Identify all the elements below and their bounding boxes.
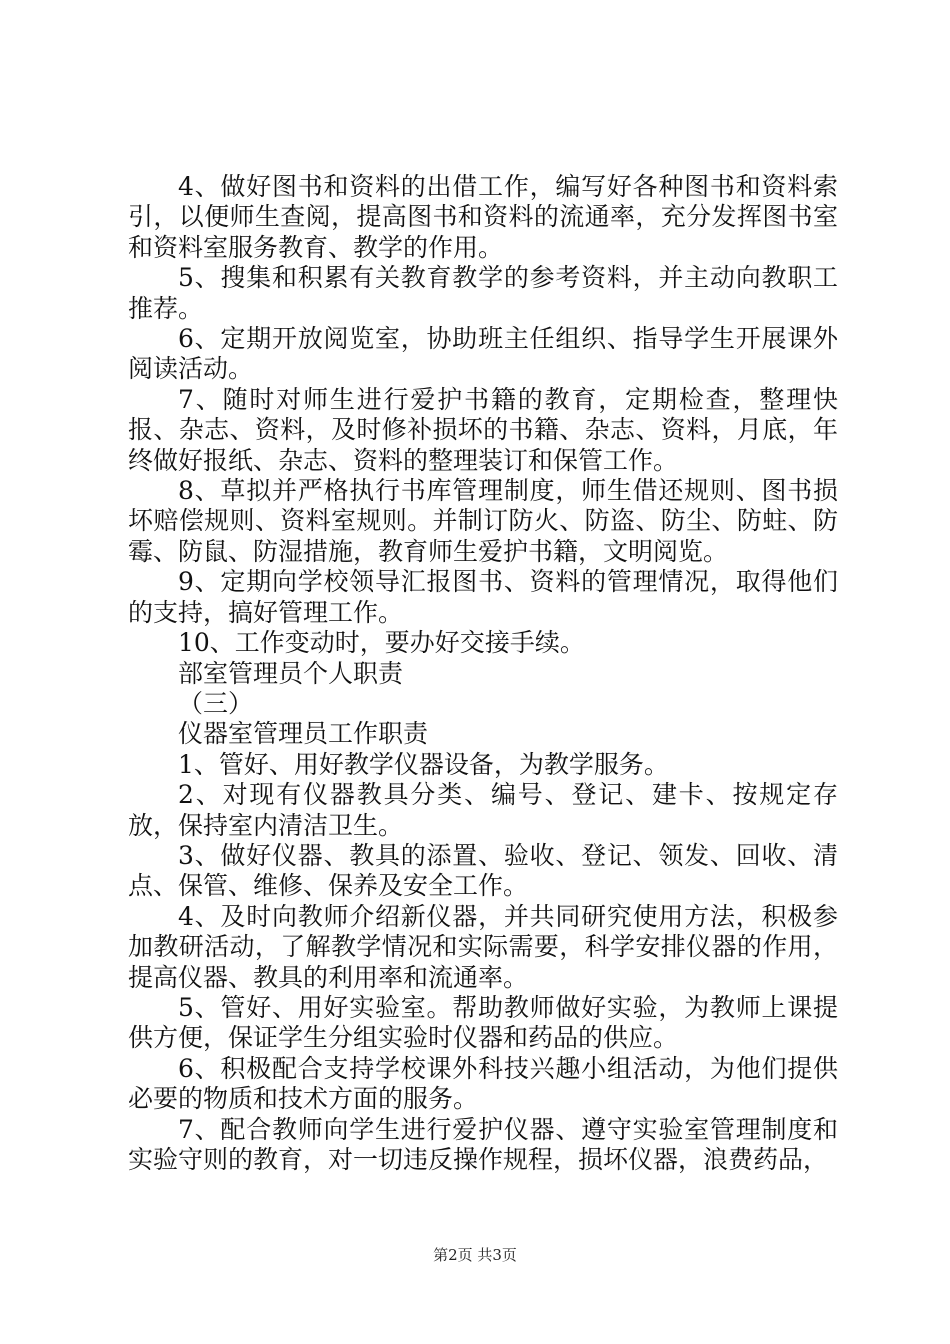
paragraph: 5、搜集和积累有关教育教学的参考资料，并主动向教职工推荐。 (128, 263, 838, 323)
paragraph: 4、做好图书和资料的出借工作，编写好各种图书和资料索引，以便师生查阅，提高图书和资料的流通率，充分发挥图书室和资料室服务教育、教学的作用。 (128, 172, 838, 262)
paragraph: 10、工作变动时，要办好交接手续。 (178, 628, 585, 658)
paragraph: 8、草拟并严格执行书库管理制度，师生借还规则、图书损坏赔偿规则、资料室规则。并制订防火、防盗、防尘、防蛀、防霉、防鼠、防湿措施，教育师生爱护书籍，文明阅览。 (128, 476, 838, 566)
section-heading: 部室管理员个人职责 (178, 658, 404, 688)
paragraph: 6、积极配合支持学校课外科技兴趣小组活动，为他们提供必要的物质和技术方面的服务。 (128, 1053, 838, 1114)
section-number: （三） (178, 688, 254, 718)
paragraph: 6、定期开放阅览室，协助班主任组织、指导学生开展课外阅读活动。 (128, 324, 838, 384)
paragraph: 2、对现有仪器教具分类、编号、登记、建卡、按规定存放，保持室内清洁卫生。 (128, 780, 838, 840)
page-footer: 第2页 共3页 (433, 1246, 517, 1264)
paragraph: 5、管好、用好实验室。帮助教师做好实验，为教师上课提供方便，保证学生分组实验时仪器和药品的供应。 (128, 992, 838, 1053)
document-body (128, 172, 838, 1175)
paragraph: 4、及时向教师介绍新仪器，并共同研究使用方法，积极参加教研活动，了解教学情况和实际需要，科学安排仪器的作用，提高仪器、教具的利用率和流通率。 (128, 901, 838, 992)
paragraph: 9、定期向学校领导汇报图书、资料的管理情况，取得他们的支持，搞好管理工作。 (128, 567, 838, 627)
section-title: 仪器室管理员工作职责 (178, 719, 429, 749)
paragraph: 3、做好仪器、教具的添置、验收、登记、领发、回收、清点、保管、维修、保养及安全工作。 (128, 840, 838, 901)
paragraph: 7、随时对师生进行爱护书籍的教育，定期检查，整理快报、杂志、资料，及时修补损坏的书籍、杂志、资料，月底，年终做好报纸、杂志、资料的整理装订和保管工作。 (128, 384, 838, 475)
paragraph: 1、管好、用好教学仪器设备，为教学服务。 (178, 749, 669, 779)
paragraph: 7、配合教师向学生进行爱护仪器、遵守实验室管理制度和实验守则的教育，对一切违反操作规程，损坏仪器，浪费药品， (128, 1114, 838, 1174)
